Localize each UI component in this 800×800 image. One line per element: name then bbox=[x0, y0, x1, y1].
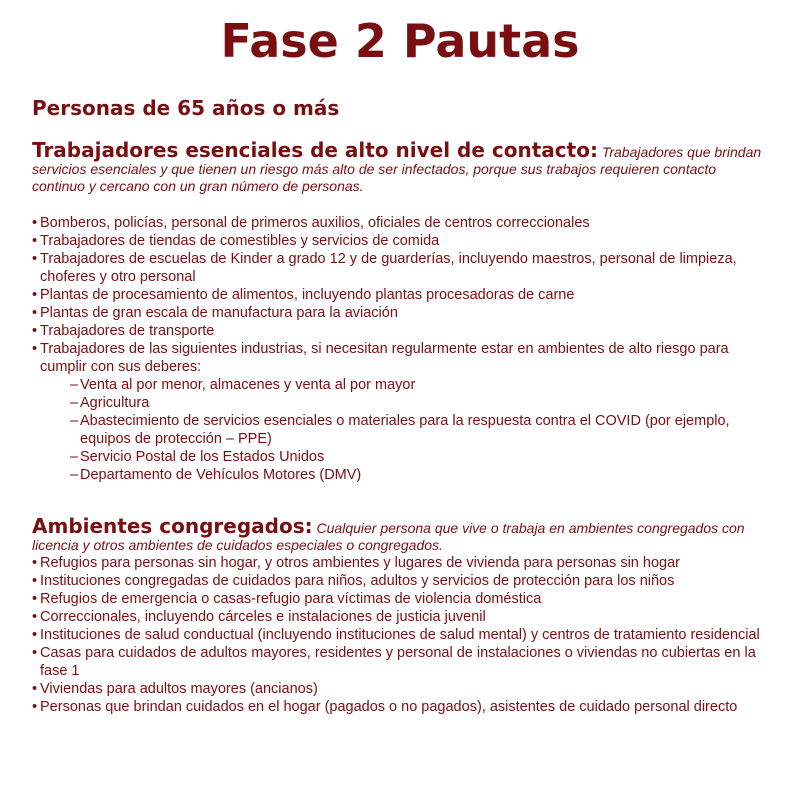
list-item: • Casas para cuidados de adultos mayores, residentes y personal de instalaciones o viviendas no cubiertas en la fase 1 bbox=[32, 645, 756, 679]
sub-list-item: – Abastecimiento de servicios esenciales o materiales para la respuesta contra el COVID (por ejemplo, equipos de protección – PPE) bbox=[70, 413, 730, 447]
list-item: • Plantas de gran escala de manufactura para la aviación bbox=[32, 305, 398, 321]
section-essential-workers bbox=[32, 138, 772, 484]
section-header bbox=[32, 514, 772, 554]
section-congregate-settings bbox=[32, 514, 772, 716]
list-item: • Instituciones de salud conductual (incluyendo instituciones de salud mental) y centros de tratamiento residencial bbox=[32, 627, 760, 643]
sub-list-item: – Servicio Postal de los Estados Unidos bbox=[70, 449, 325, 465]
section-description: Trabajadores que brindan servicios esenciales y que tienen un riesgo más alto de ser infectados, porque sus trabajos requieren contacto continuo y cercano con un gran número de personas. bbox=[32, 144, 762, 194]
list-item: • Trabajadores de escuelas de Kinder a grado 12 y de guarderías, incluyendo maestros, personal de limpieza, choferes y otro personal bbox=[32, 251, 737, 285]
list-item: • Trabajadores de transporte bbox=[32, 323, 215, 339]
list-item: • Viviendas para adultos mayores (ancianos) bbox=[32, 681, 318, 697]
list-item: • Bomberos, policías, personal de primeros auxilios, oficiales de centros correccionales bbox=[32, 215, 590, 231]
list-item: • Trabajadores de las siguientes industrias, si necesitan regularmente estar en ambientes de alto riesgo para cumplir con sus deberes: – Venta al por menor, almacenes y venta al por mayor – Agricultura – Abastecimiento de servicios esenciales o materiales para la respuesta contra el COVID (por ejemplo, equipos de protección – PPE) – Servicio Postal de los Estados Unidos – Departamento de Vehículos Motores (DMV) bbox=[32, 340, 772, 484]
page-title: Fase 2 Pautas bbox=[220, 14, 580, 68]
page-subtitle: Personas de 65 años o más bbox=[32, 96, 340, 120]
list-item: • Trabajadores de tiendas de comestibles y servicios de comida bbox=[32, 233, 440, 249]
list-item: • Refugios de emergencia o casas-refugio para víctimas de violencia doméstica bbox=[32, 591, 542, 607]
list-item: • Personas que brindan cuidados en el hogar (pagados o no pagados), asistentes de cuidado personal directo bbox=[32, 699, 738, 715]
sub-list-item: – Agricultura bbox=[70, 395, 150, 411]
section-description: Cualquier persona que vive o trabaja en ambientes congregados con licencia y otros ambientes de cuidados especiales o congregados. bbox=[32, 520, 745, 553]
bullet-list bbox=[32, 554, 772, 716]
section-header bbox=[32, 138, 772, 195]
list-item: • Correccionales, incluyendo cárceles e instalaciones de justicia juvenil bbox=[32, 609, 486, 625]
sub-list-item: – Venta al por menor, almacenes y venta al por mayor bbox=[70, 377, 416, 393]
list-item: • Refugios para personas sin hogar, y otros ambientes y lugares de vivienda para personas sin hogar bbox=[32, 555, 680, 571]
list-item: • Plantas de procesamiento de alimentos, incluyendo plantas procesadoras de carne bbox=[32, 287, 575, 303]
sub-list bbox=[40, 376, 772, 484]
section-title: Ambientes congregados: bbox=[32, 514, 313, 538]
list-item: • Instituciones congregadas de cuidados para niños, adultos y servicios de protección para los niños bbox=[32, 573, 675, 589]
section-title: Trabajadores esenciales de alto nivel de contacto: bbox=[32, 138, 598, 162]
bullet-list bbox=[32, 214, 772, 484]
sub-list-item: – Departamento de Vehículos Motores (DMV) bbox=[70, 467, 362, 483]
